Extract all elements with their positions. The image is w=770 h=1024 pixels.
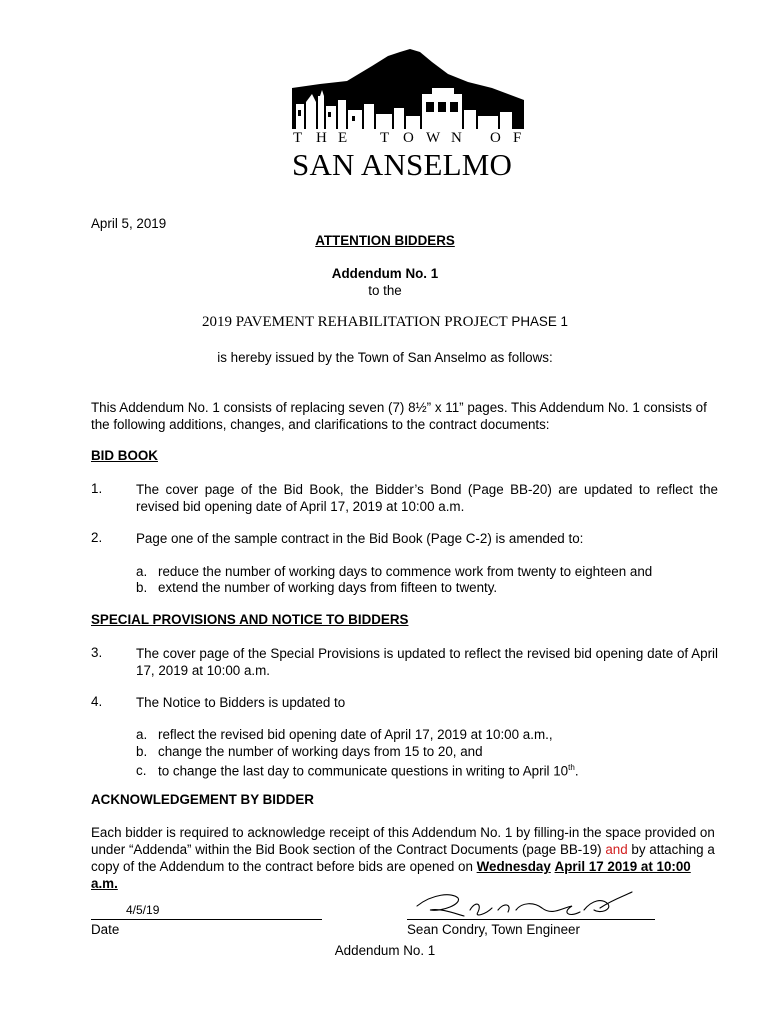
handwritten-signature-icon bbox=[412, 888, 637, 922]
logo-letter: O bbox=[490, 130, 501, 146]
ordinal-suffix: th bbox=[568, 763, 575, 772]
sub-item bbox=[136, 759, 579, 779]
ack-text: Each bidder is required to acknowledge receipt of this Addendum No. 1 by filling-in the space provided on under “Addenda” within the Bid Book section of the Contract Documents (page BB-19) bbox=[91, 825, 715, 857]
logo-letter: F bbox=[513, 130, 522, 146]
sub-item-letter: b. bbox=[136, 744, 148, 759]
sub-item-text: change the number of working days from 15 to 20, and bbox=[158, 744, 483, 759]
item-number: 3. bbox=[91, 645, 103, 660]
sub-item-text: reduce the number of working days to commence work from twenty to eighteen and bbox=[158, 564, 653, 579]
logo-letter: O bbox=[403, 130, 414, 146]
to-the-text: to the bbox=[368, 283, 402, 298]
date-label: Date bbox=[91, 922, 120, 937]
sub-item-letter: a. bbox=[136, 727, 148, 742]
section-special-provisions: SPECIAL PROVISIONS AND NOTICE TO BIDDERS bbox=[91, 612, 409, 627]
sub-item bbox=[136, 743, 483, 760]
logo-letter: E bbox=[338, 130, 348, 146]
addendum-title: Addendum No. 1 bbox=[331, 266, 439, 281]
attention-heading: ATTENTION BIDDERS bbox=[315, 233, 455, 248]
sub-item-text: to change the last day to communicate questions in writing to April 10 bbox=[158, 763, 569, 779]
item-text: The cover page of the Bid Book, the Bidder’s Bond (Page BB-20) are updated to reflect the revised bid opening date of April 17, 2019 at 10:00 a.m. bbox=[136, 482, 718, 514]
logo-letter: W bbox=[426, 130, 441, 146]
item-text: The Notice to Bidders is updated to bbox=[136, 695, 346, 710]
mountain-skyline-icon bbox=[292, 44, 524, 129]
logo-town-name: SAN ANSELMO bbox=[292, 147, 513, 182]
intro-paragraph: This Addendum No. 1 consists of replacing seven (7) 8½” x 11” pages. This Addendum No. 1 consists of the following additions, changes, and clarifications to the contract documents: bbox=[91, 400, 707, 432]
logo-letter: T bbox=[293, 130, 303, 146]
project-title bbox=[0, 314, 770, 331]
item-number: 1. bbox=[91, 481, 103, 496]
logo-letter: T bbox=[380, 130, 390, 146]
sub-item-letter: c. bbox=[136, 763, 147, 779]
ack-deadline-day: Wednesday bbox=[476, 859, 551, 874]
letter-date: April 5, 2019 bbox=[91, 216, 167, 231]
section-bid-book: BID BOOK bbox=[91, 448, 158, 463]
acknowledgement-paragraph bbox=[91, 824, 721, 892]
signer-name: Sean Condry, Town Engineer bbox=[407, 922, 580, 937]
logo-letter: N bbox=[451, 130, 462, 146]
logo-letter: H bbox=[316, 130, 327, 146]
signed-date-value: 4/5/19 bbox=[126, 903, 160, 917]
sub-item-text: extend the number of working days from fifteen to twenty. bbox=[158, 580, 498, 595]
date-signature-line bbox=[91, 919, 322, 920]
item-text: The cover page of the Special Provisions is updated to reflect the revised bid opening date of April 17, 2019 at 10:00 a.m. bbox=[136, 646, 718, 678]
ack-deadline-date: April 17 2019 at 10:00 a.m. bbox=[91, 859, 691, 891]
sub-item-letter: b. bbox=[136, 580, 148, 595]
project-phase: PHASE 1 bbox=[511, 314, 568, 329]
project-name: 2019 PAVEMENT REHABILITATION PROJECT bbox=[202, 314, 508, 330]
item-number: 4. bbox=[91, 694, 103, 709]
sub-item-text: reflect the revised bid opening date of April 17, 2019 at 10:00 a.m., bbox=[158, 727, 553, 742]
section-acknowledgement: ACKNOWLEDGEMENT BY BIDDER bbox=[91, 792, 314, 807]
sub-item bbox=[136, 563, 652, 580]
sub-item bbox=[136, 726, 553, 743]
page-footer: Addendum No. 1 bbox=[334, 943, 436, 958]
sub-item-end: . bbox=[574, 763, 579, 779]
item-number: 2. bbox=[91, 530, 103, 545]
ack-text-2: by attaching a copy of the Addendum to the contract before bids are opened on bbox=[91, 842, 715, 874]
engineer-signature-line bbox=[407, 919, 655, 920]
ack-and-highlight: and bbox=[605, 842, 628, 857]
issued-statement: is hereby issued by the Town of San Anselmo as follows: bbox=[217, 350, 553, 365]
item-text: Page one of the sample contract in the Bid Book (Page C-2) is amended to: bbox=[136, 531, 584, 546]
sub-item bbox=[136, 579, 497, 596]
sub-item-letter: a. bbox=[136, 564, 148, 579]
town-logo bbox=[292, 44, 524, 182]
